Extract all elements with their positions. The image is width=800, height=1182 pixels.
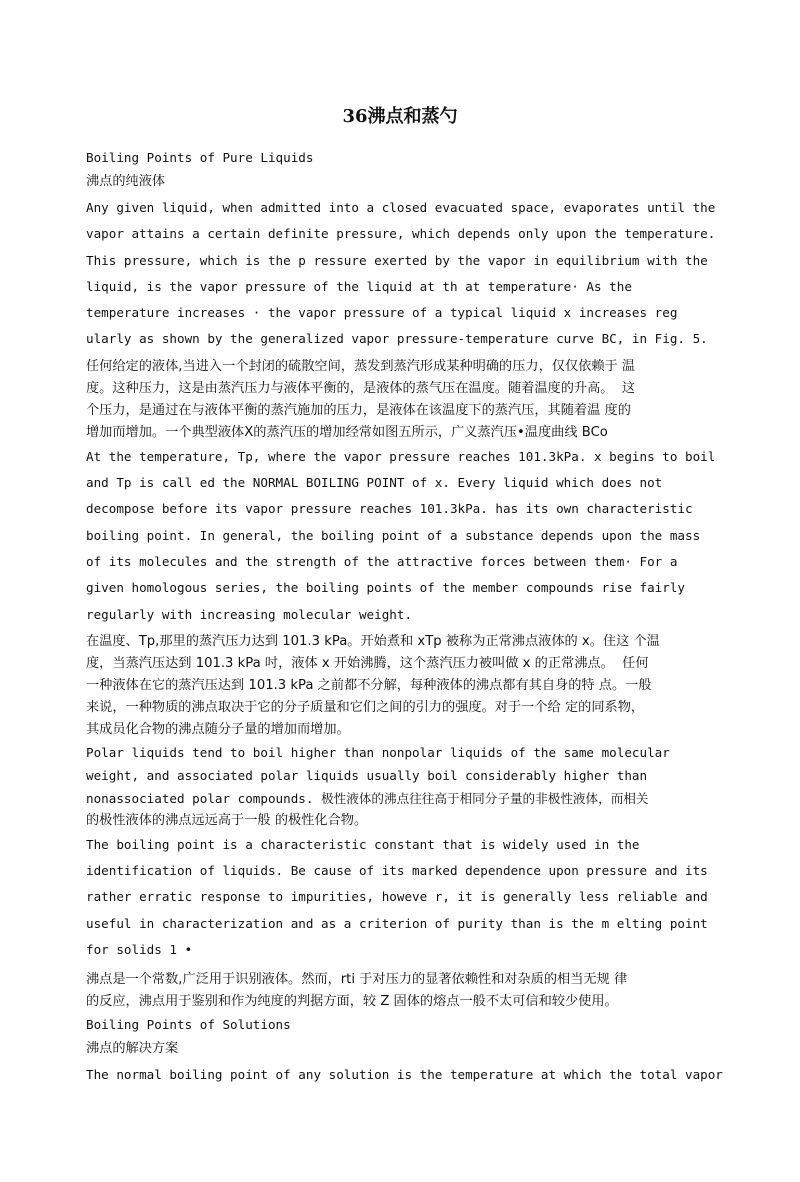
text-line: decompose before its vapor pressure reaches 101.3kPa. has its own characteristic: [86, 501, 693, 517]
text-line: The boiling point is a characteristic constant that is widely used in the: [86, 836, 640, 852]
document-body: [86, 146, 726, 1089]
text-line: 其成员化合物的沸点随分子量的增加而增加。: [86, 721, 350, 737]
text-line: vapor attains a certain definite pressure, which depends only upon the temperature.: [86, 226, 716, 242]
text-line: temperature increases · the vapor pressure of a typical liquid x increases reg: [86, 305, 678, 321]
text-line: liquid, is the vapor pressure of the liquid at th at temperature· As the: [86, 278, 632, 294]
text-line: and Tp is call ed the NORMAL BOILING POINT of x. Every liquid which does not: [86, 475, 663, 491]
text-line: of its molecules and the strength of the attractive forces between them· For a: [86, 553, 678, 569]
text-line: given homologous series, the boiling points of the member compounds rise fairly: [86, 580, 685, 596]
text-line: 的反应，沸点用于鉴别和作为纯度的判据方面，较 Z 固体的熔点一般不太可信和较少使用。: [86, 994, 618, 1010]
text-line: 沸点是一个常数,广泛用于识别液体。然而，rti 于对压力的显著依赖性和对杂质的相当无规 律: [86, 972, 628, 988]
text-line: rather erratic response to impurities, howeve r, it is generally less reliable and: [86, 889, 708, 905]
text-line: ularly as shown by the generalized vapor pressure-temperature curve BC, in Fig. 5.: [86, 331, 708, 347]
text-line: 度，当蒸汽压达到 101.3 kPa 吋，液体 x 开始沸腾，这个蒸汽压力被叫做 x 的正常沸点。 任何: [86, 655, 649, 671]
text-line: 的极性液体的沸点远远高于一般 的极性化合物。: [86, 812, 368, 828]
text-line: useful in characterization and as a criterion of purity than is the m elting point: [86, 915, 708, 931]
text-line: nonassociated polar compounds. 极性液体的沸点往往高于相同分子量的非极性液体，而相关: [86, 790, 649, 806]
text-line: 一种液体在它的蒸汽压达到 101.3 kPa 之前都不分解，每种液体的沸点都有其自身的特 点。一般: [86, 677, 652, 693]
text-line: This pressure, which is the p ressure exerted by the vapor in equilibrium with the: [86, 252, 708, 268]
text-line: 任何给定的液体,当进入一个封闭的硫散空间，蒸发到蒸汽形成某种明确的压力，仅仅依赖于 温: [86, 358, 636, 374]
text-line: At the temperature, Tp, where the vapor pressure reaches 101.3kPa. x begins to boil: [86, 448, 716, 464]
section-heading-en: Boiling Points of Pure Liquids: [86, 150, 314, 165]
section-heading-zh: 沸点的纯液体: [86, 174, 166, 189]
text-line: 在温度、Tp,那里的蒸汽压力达到 101.3 kPa。开始煮和 xTp 被称为正常沸点液体的 x。住这 个温: [86, 633, 660, 649]
text-line: regularly with increasing molecular weight.: [86, 606, 413, 622]
paragraph-mixed: [86, 741, 726, 832]
page-title: 36沸点和蒸勺: [342, 106, 458, 127]
paragraph-zh: [86, 356, 726, 444]
section-heading-zh: 沸点的解决方案: [86, 1041, 179, 1057]
section-heading-en: Boiling Points of Solutions: [86, 1017, 291, 1033]
text-line: The normal boiling point of any solution is the temperature at which the total vapor: [86, 1067, 723, 1083]
paragraph-en: [86, 195, 726, 353]
paragraph-en: [86, 832, 726, 963]
text-line: 增加而增加。一个典型液体X的蒸汽压的增加经常如图五所示，广义蒸汽压•温度曲线 BCo: [86, 424, 608, 440]
text-line: for solids 1 •: [86, 942, 193, 958]
paragraph-en: [86, 1062, 726, 1088]
text-line: 度。这种压力，这是由蒸汽压力与液体平衡的，是液体的蒸气压在温度。随着温度的升高。 这: [86, 380, 636, 396]
text-line: 个压力，是通过在与液体平衡的蒸汽施加的压力，是液体在该温度下的蒸汽压，其随着温 度的: [86, 402, 631, 418]
text-line: 来说，一种物质的沸点取决于它的分子质量和它们之间的引力的强度。对于一个给 定的同系物，: [86, 699, 645, 715]
text-line: Any given liquid, when admitted into a closed evacuated space, evaporates until the: [86, 200, 716, 215]
text-line: boiling point. In general, the boiling point of a substance depends upon the mass: [86, 527, 701, 543]
paragraph-en: [86, 444, 726, 628]
text-line: identification of liquids. Be cause of its marked dependence upon pressure and its: [86, 863, 708, 879]
text-line: weight, and associated polar liquids usually boil considerably higher than: [86, 767, 648, 783]
paragraph-zh: [86, 631, 726, 741]
text-line: Polar liquids tend to boil higher than nonpolar liquids of the same molecular: [86, 744, 670, 760]
paragraph-zh: [86, 969, 726, 1013]
